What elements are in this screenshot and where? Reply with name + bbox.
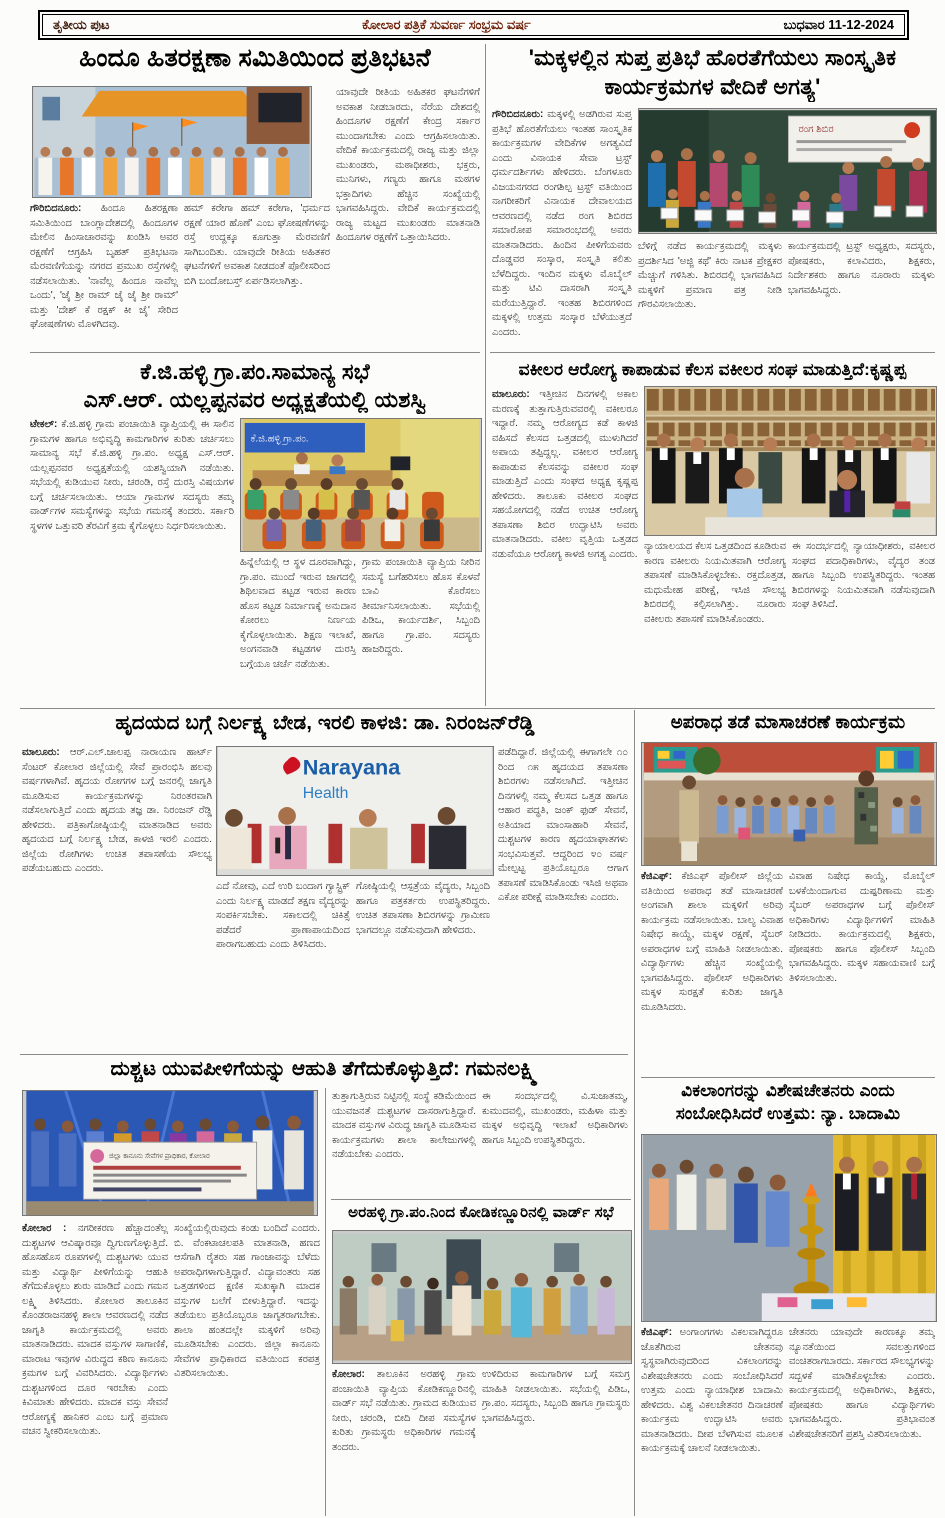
ward-col-2-text: ಉಳಿದಿರುವ ಕಾಮಗಾರಿಗಳ ಬಗ್ಗೆ ಸಮಗ್ರ ಮಾಹಿತಿ ನೀಡಲಾಯಿತು. ಸಭೆಯಲ್ಲಿ ಪಿಡಿಒ, ಗ್ರಾ.ಪಂ. ಸದಸ್ಯರು, ಸಿಬ್ಬಂದಿ ಹಾಗೂ ಗ್ರಾಮಸ್ಥರು ಭಾಗವಹಿಸಿದ್ದರು. xyxy=(482,1369,630,1424)
heart-col-3 xyxy=(356,880,490,1052)
kghalli-col-1 xyxy=(30,418,234,706)
kghalli-col-1-text: ಕೆ.ಜಿ.ಹಳ್ಳಿ ಗ್ರಾಮ ಪಂಚಾಯಿತಿ ವ್ಯಾಪ್ತಿಯಲ್ಲಿ ಈ ಸಾಲಿನ ಗ್ರಾಮಗಳ ಹಾಗೂ ಅಭಿವೃದ್ಧಿ ಕಾಮಗಾರಿಗಳ ಕುರಿತು ಚರ್ಚಿಸಲು ಸಾಮಾನ್ಯ ಸಭೆ ಕೆ.ಜಿ.ಹಳ್ಳಿ ಗ್ರಾ.ಪಂ. ಅಧ್ಯಕ್ಷ ಎಸ್.ಆರ್. ಯಲ್ಲಪ್ಪನವರ ಅಧ್ಯಕ್ಷತೆಯಲ್ಲಿ ಯಶಸ್ವಿಯಾಗಿ ನಡೆಯಿತು. ಸಭೆಯಲ್ಲಿ ಕುಡಿಯುವ ನೀರು, ಚರಂಡಿ, ರಸ್ತೆ ದುರಸ್ತಿ ವಿಷಯಗಳ ಬಗ್ಗೆ ಚರ್ಚಿಸಲಾಯಿತು. ಆಯಾ ಗ್ರಾಮಗಳ ಸದಸ್ಯರು ತಮ್ಮ ವಾರ್ಡ್‌ಗಳ ಸಮಸ್ಯೆಗಳನ್ನು ಸಭೆಯ ಗಮನಕ್ಕೆ ತಂದರು. ಸರ್ಕಾರಿ ಸ್ಥಳಗಳ ಒತ್ತುವರಿ ತೆರವಿಗೆ ಕ್ರಮ ಕೈಗೊಳ್ಳಲು ನಿರ್ಧರಿಸಲಾಯಿತು. xyxy=(30,419,234,532)
vices-col-2 xyxy=(174,1222,320,1514)
protest-col-side xyxy=(336,86,480,350)
divider-right-2 xyxy=(641,1077,935,1078)
masthead xyxy=(38,10,909,40)
protest-col-1-text: ಹಿಂದೂ ಹಿತರಕ್ಷಣಾ ಸಮಿತಿಯಿಂದ ಬಾಂಗ್ಲಾದೇಶದಲ್ಲಿ ಹಿಂದೂಗಳ ಮೇಲಿನ ಹಿಂಸಾಚಾರವನ್ನು ಖಂಡಿಸಿ ಅವರ ರಕ್ಷಣೆಗೆ ಆಗ್ರಹಿಸಿ ಬೃಹತ್ ಪ್ರತಿಭಟನಾ ಮೆರವಣಿಗೆಯನ್ನು ನಗರದ ಪ್ರಮುಖ ರಸ್ತೆಗಳಲ್ಲಿ ನಡೆಸಲಾಯಿತು. 'ನಾವೆಲ್ಲ ಹಿಂದೂ ನಾವೆಲ್ಲ ಒಂದು', 'ಜೈ ಶ್ರೀ ರಾಮ್ ಜೈ ಜೈ ಶ್ರೀ ರಾಮ್' ಮತ್ತು 'ದೇಶ್ ಕೆ ರಕ್ಷಕ್ ಕೀ ಜೈ' ಸೇರಿದ ಘೋಷಣೆಗಳು ಮೊಳಗಿದವು. xyxy=(30,203,178,330)
divider-left-1 xyxy=(30,352,480,353)
vices-banner-text: ಜಿಲ್ಲಾ ಕಾನೂನು ಸೇವೆಗಳ ಪ್ರಾಧಿಕಾರ, ಕೋಲಾರ xyxy=(108,1152,210,1160)
lawyers-col-2 xyxy=(644,540,786,706)
headline-ward: ಅರಹಳ್ಳಿ ಗ್ರಾ.ಪಂ.ನಿಂದ ಕೋಡಿಕಣ್ಣೂರಿನಲ್ಲಿ ವಾರ್ಡ್ ಸಭೆ xyxy=(348,1204,614,1221)
vices-col-a xyxy=(332,1090,476,1196)
talent-col-2-text: ಬೆಳಿಗ್ಗೆ ನಡೆದ ಕಾರ್ಯಕ್ರಮದಲ್ಲಿ ಮಕ್ಕಳು ಪ್ರದರ್ಶಿಸಿದ 'ಅಜ್ಜಿ ಕಥೆ' ಕಿರು ನಾಟಕ ಪ್ರೇಕ್ಷಕರ ಮೆಚ್ಚುಗೆ ಗಳಿಸಿತು. ಶಿಬಿರದಲ್ಲಿ ಭಾಗವಹಿಸಿದ ಮಕ್ಕಳಿಗೆ ಪ್ರಮಾಣ ಪತ್ರ ನೀಡಿ ಗೌರವಿಸಲಾಯಿತು. xyxy=(638,241,782,310)
heart-photo xyxy=(216,746,494,876)
ward-col-1-text: ತಾಲೂಕಿನ ಅರಹಳ್ಳಿ ಗ್ರಾಮ ಪಂಚಾಯಿತಿ ವ್ಯಾಪ್ತಿಯ ಕೋಡಿಕಣ್ಣೂರಿನಲ್ಲಿ ವಾರ್ಡ್ ಸಭೆ ನಡೆಯಿತು. ಗ್ರಾಮದ ಕುಡಿಯುವ ನೀರು, ಚರಂಡಿ, ಬೀದಿ ದೀಪ ಸಮಸ್ಯೆಗಳ ಕುರಿತು ಗ್ರಾಮಸ್ಥರು ಅಧಿಕಾರಿಗಳ ಗಮನಕ್ಕೆ ತಂದರು. xyxy=(332,1369,476,1453)
divider-vertical-bottom xyxy=(634,710,635,1516)
divider-vertical-top xyxy=(485,44,486,706)
narayana-logo-line1: Narayana xyxy=(302,754,401,780)
masthead-title: ಕೋಲಾರ ಪತ್ರಿಕೆ ಸುವರ್ಣ ಸಂಭ್ರಮ ವರ್ಷ xyxy=(362,17,531,32)
kghalli-banner-text: ಕೆ.ಜಿ.ಹಳ್ಳಿ ಗ್ರಾ.ಪಂ. xyxy=(250,433,309,445)
talent-photo xyxy=(638,108,937,234)
talent-photo-art xyxy=(639,109,936,233)
lawyers-col-1 xyxy=(492,388,638,706)
masthead-date: ಬುಧವಾರ 11-12-2024 xyxy=(783,17,894,32)
ward-col-2 xyxy=(482,1368,630,1514)
vices-col-1-text: ನಗರೀಕರಣ ಹೆಚ್ಚಾದಂತೆಲ್ಲ ದುಶ್ಚಟಗಳ ಆವಿಷ್ಕಾರವೂ ದ್ವಿಗುಣಗೊಳ್ಳುತ್ತಿದೆ. ಹೊಸಹೊಸ ರೂಪಗಳಲ್ಲಿ ದುಶ್ಚಟಗಳು ಯುವ ಮತ್ತು ವಿದ್ಯಾರ್ಥಿ ಪೀಳಿಗೆಯನ್ನು ಆಹುತಿ ತೆಗೆದುಕೊಳ್ಳಲು ಶುರು ಮಾಡಿದೆ ಎಂದು ಗಮನ ಲಕ್ಷ್ಮಿ ತಿಳಿಸಿದರು. ಕೋಲಾರ ತಾಲೂಕಿನ ಕೊಂಡರಾಜನಹಳ್ಳಿ ಶಾಲಾ ಆವರಣದಲ್ಲಿ ನಡೆದ ಜಾಗೃತಿ ಕಾರ್ಯಕ್ರಮದಲ್ಲಿ ಅವರು ಮಾತನಾಡಿದರು. ಮಾದಕ ವಸ್ತುಗಳ ಸಾಗಾಣಿಕೆ, ಮಾರಾಟ ಇವುಗಳ ವಿರುದ್ಧದ ಕಠಿಣ ಕಾನೂನು ಕ್ರಮಗಳ ಬಗ್ಗೆ ವಿವರಿಸಿದರು. ವಿದ್ಯಾರ್ಥಿಗಳು ದುಶ್ಚಟಗಳಿಂದ ದೂರ ಇರಬೇಕು ಎಂದು ಕಿವಿಮಾತು ಹೇಳಿದರು. ಮಾದಕ ವಸ್ತು ಸೇವನೆ ಆರೋಗ್ಯಕ್ಕೆ ಹಾನಿಕರ ಎಂಬ ಬಗ್ಗೆ ಪ್ರಮಾಣ ವಚನ ಸ್ವೀಕರಿಸಲಾಯಿತು. xyxy=(22,1223,168,1437)
page-label: ತೃತೀಯ ಪುಟ xyxy=(53,17,110,32)
protest-dateline: ಗೌರಿಬಿದನೂರು: xyxy=(30,203,82,214)
ward-dateline: ಕೋಲಾರ: xyxy=(332,1369,365,1380)
protest-col-2-text: ಹಮ್ ಕರೇಗಾ ಹಮ್ ಕರೇಗಾ, 'ಧರ್ಮದ ರಕ್ಷಣೆ ಯಾರ ಹೊಣೆ' ಎಂಬ ಘೋಷಣೆಗಳನ್ನು ರಸ್ತೆ ಉದ್ದಕ್ಕೂ ಕೂಗುತ್ತಾ ಮೆರವಣಿಗೆ ಸಾಗಿಬಂದಿತು. ಯಾವುದೇ ರೀತಿಯ ಅಹಿತಕರ ಘಟನೆಗಳಿಗೆ ಅವಕಾಶ ನೀಡದಂತೆ ಪೊಲೀಸರಿಂದ ಬಿಗಿ ಬಂದೋಬಸ್ತ್ ಏರ್ಪಡಿಸಲಾಗಿತ್ತು. xyxy=(184,203,330,287)
headline-protest: ಹಿಂದೂ ಹಿತರಕ್ಷಣಾ ಸಮಿತಿಯಿಂದ ಪ್ರತಿಭಟನೆ xyxy=(79,44,431,72)
talent-col-1-text: ಮಕ್ಕಳಲ್ಲಿ ಅಡಗಿರುವ ಸುಪ್ತ ಪ್ರತಿಭೆ ಹೊರತೆಗೆಯಲು ಇಂತಹ ಸಾಂಸ್ಕೃತಿಕ ಕಾರ್ಯಕ್ರಮಗಳ ವೇದಿಕೆಗಳ ಅಗತ್ಯವಿದೆ ಎಂದು ವಿನಾಯಕ ಸೇವಾ ಟ್ರಸ್ಟ್ ಧರ್ಮದರ್ಶಿಗಳು ಹೇಳಿದರು. ಬೆಂಗಳೂರು ವಿಜಯನಗರದ ರಂಗಶಿಲ್ಪ ಟ್ರಸ್ಟ್ ವತಿಯಿಂದ ನಾಗರೀಕರಿಗೆ ವಿನಾಯಕ ದೇವಾಲಯದ ಆವರಣದಲ್ಲಿ ನಡೆದ ರಂಗ ಶಿಬಿರದ ಸಮಾರೋಪ ಸಮಾರಂಭದಲ್ಲಿ ಅವರು ಮಾತನಾಡಿದರು. ಹಿಂದಿನ ಪೀಳಿಗೆಯವರು ದೊಡ್ಡವರ ಸಂಸ್ಕಾರ, ಸಂಸ್ಕೃತಿ ಕಲಿತು ಬೆಳೆದಿದ್ದರು. ಇಂದಿನ ಮಕ್ಕಳು ಮೊಬೈಲ್ ಮತ್ತು ಟಿವಿ ದಾಸರಾಗಿ ಸಂಸ್ಕೃತಿ ಮರೆಯುತ್ತಿದ್ದಾರೆ. ಇಂತಹ ಶಿಬಿರಗಳಿಂದ ಮಕ್ಕಳಲ್ಲಿ ಉತ್ತಮ ಸಂಸ್ಕಾರ ಬೆಳೆಯುತ್ತದೆ ಎಂದರು. xyxy=(492,109,632,338)
divider-ward-top xyxy=(331,1199,631,1200)
disabled-col-1-text: ಅಂಗಾಂಗಗಳು ವಿಕಲವಾಗಿದ್ದರೂ ಜೊತೆಗಿರುವ ಚೇತನವು ಸ್ವಸ್ಥವಾಗಿರುವುದರಿಂದ ವಿಕಲಾಂಗರನ್ನು ವಿಶೇಷಚೇತನರು ಎಂದು ಸಂಬೋಧಿಸಿದರೆ ಉತ್ತಮ ಎಂದು ನ್ಯಾಯಾಧೀಶ ಬಾದಾಮಿ ಹೇಳಿದರು. ವಿಶ್ವ ವಿಕಲಚೇತನರ ದಿನಾಚರಣೆ ಕಾರ್ಯಕ್ರಮ ಉದ್ಘಾಟಿಸಿ ಅವರು ಮಾತನಾಡಿದರು. ದೀಪ ಬೆಳಗಿಸುವ ಮೂಲಕ ಕಾರ್ಯಕ್ರಮಕ್ಕೆ ಚಾಲನೆ ನೀಡಲಾಯಿತು. xyxy=(641,1327,783,1454)
lawyers-photo xyxy=(644,386,937,536)
crime-dateline: ಕೆಜಿಎಫ್: xyxy=(641,871,673,882)
headline-crime: ಅಪರಾಧ ತಡೆ ಮಾಸಾಚರಣೆ ಕಾರ್ಯಕ್ರಮ xyxy=(670,712,906,732)
lawyers-dateline: ಮಾಲೂರು: xyxy=(492,389,530,400)
heart-dateline: ಮಾಲೂರು: xyxy=(22,747,60,758)
vices-photo-art xyxy=(23,1091,317,1215)
disabled-col-2 xyxy=(789,1326,935,1514)
disabled-photo-art xyxy=(642,1135,936,1321)
crime-col-1-text: ಕೆಜಿಎಫ್ ಪೊಲೀಸ್ ಜಿಲ್ಲೆಯ ವತಿಯಿಂದ ಅಪರಾಧ ತಡೆ ಮಾಸಾಚರಣೆ ಅಂಗವಾಗಿ ಶಾಲಾ ಮಕ್ಕಳಿಗೆ ಅರಿವು ಕಾರ್ಯಕ್ರಮ ನಡೆಸಲಾಯಿತು. ಬಾಲ್ಯ ವಿವಾಹ ನಿಷೇಧ ಕಾಯ್ದೆ, ಮಕ್ಕಳ ರಕ್ಷಣೆ, ಸೈಬರ್ ಅಪರಾಧಗಳ ಬಗ್ಗೆ ಮಾಹಿತಿ ನೀಡಲಾಯಿತು. ವಿದ್ಯಾರ್ಥಿಗಳು ಹೆಚ್ಚಿನ ಸಂಖ್ಯೆಯಲ್ಲಿ ಭಾಗವಹಿಸಿದ್ದರು. ಪೊಲೀಸ್ ಅಧಿಕಾರಿಗಳು ಮಕ್ಕಳ ಸುರಕ್ಷತೆ ಕುರಿತು ಜಾಗೃತಿ ಮೂಡಿಸಿದರು. xyxy=(641,871,783,1013)
vices-col-a-text: ತುತ್ತಾಗುತ್ತಿರುವ ನಿಟ್ಟಿನಲ್ಲಿ ಸಂಸ್ಥೆ ಕಡಿಮೆಯಿಂದ ಯುವಜನತೆ ದುಶ್ಚಟಗಳ ದಾಸರಾಗುತ್ತಿದ್ದಾರೆ. ಮಾದಕ ವಸ್ತುಗಳ ವಿರುದ್ಧ ಜಾಗೃತಿ ಮೂಡಿಸುವ ಕಾರ್ಯಕ್ರಮಗಳು ಶಾಲಾ ಕಾಲೇಜುಗಳಲ್ಲಿ ನಡೆಯಬೇಕು ಎಂದರು. xyxy=(332,1091,476,1160)
lawyers-col-3 xyxy=(792,540,935,706)
talent-col-1 xyxy=(492,108,632,352)
masthead-inner xyxy=(42,14,905,36)
headline-heart: ಹೃದಯದ ಬಗ್ಗೆ ನಿರ್ಲಕ್ಷ್ಯ ಬೇಡ, ಇರಲಿ ಕಾಳಜಿ: ಡಾ. ನಿರಂಜನ್‌ರೆಡ್ಡಿ xyxy=(115,712,535,734)
heart-photo-art xyxy=(217,747,493,875)
crime-col-1 xyxy=(641,870,783,1074)
divider-full xyxy=(20,708,935,709)
vices-col-b xyxy=(482,1090,628,1196)
protest-col-1 xyxy=(30,202,178,350)
headline-disabled: ವಿಕಲಾಂಗರನ್ನು ವಿಶೇಷಚೇತನರು ಎಂದು ಸಂಬೋಧಿಸಿದರೆ ಉತ್ತಮ: ನ್ಯಾ. ಬಾದಾಮಿ xyxy=(675,1081,901,1123)
crime-photo xyxy=(641,742,937,866)
protest-col-2 xyxy=(184,202,330,350)
protest-photo xyxy=(32,86,312,198)
kghalli-dateline: ಟೇಕಲ್: xyxy=(30,419,58,430)
narayana-logo-line2: Health xyxy=(302,785,349,803)
divider-right-1 xyxy=(490,352,935,353)
kghalli-col-2-text: ಹಿನ್ನೆಲೆಯಲ್ಲಿ ಆ ಸ್ಥಳ ದೂರವಾಗಿದ್ದು, ಗ್ರಾ.ಪಂ. ಮುಂದೆ ಇರುವ ಜಾಗದಲ್ಲಿ ಶಿಥಿಲವಾದ ಕಟ್ಟಡ ಇರುವ ಕಾರಣ ಹೊಸ ಕಟ್ಟಡ ನಿರ್ಮಾಣಕ್ಕೆ ಅನುದಾನ ಕೋರಲು ನಿರ್ಣಯ ಕೈಗೊಳ್ಳಲಾಯಿತು. ಶಿಕ್ಷಣ ಇಲಾಖೆ, ಅಂಗನವಾಡಿ ಕಟ್ಟಡಗಳ ದುರಸ್ತಿ ಬಗ್ಗೆಯೂ ಚರ್ಚೆ ನಡೆಯಿತು. xyxy=(240,557,356,670)
crime-col-2 xyxy=(789,870,935,1074)
ward-photo xyxy=(332,1230,632,1364)
talent-col-3-text: ಕಾರ್ಯಕ್ರಮದಲ್ಲಿ ಟ್ರಸ್ಟ್ ಅಧ್ಯಕ್ಷರು, ಸದಸ್ಯರು, ಪೋಷಕರು, ಕಲಾವಿದರು, ಶಿಕ್ಷಕರು, ನಿರ್ದೇಶಕರು ಹಾಗೂ ನೂರಾರು ಮಕ್ಕಳು ಭಾಗವಹಿಸಿದ್ದರು. xyxy=(788,241,935,296)
heart-col-2 xyxy=(216,880,350,1052)
protest-photo-art xyxy=(33,87,311,197)
crime-col-2-text: ವಿವಾಹ ನಿಷೇಧ ಕಾಯ್ದೆ, ಮೊಬೈಲ್ ಬಳಕೆಯಿಂದಾಗುವ ದುಷ್ಪರಿಣಾಮ ಮತ್ತು ಸೈಬರ್ ಅಪರಾಧಗಳ ಬಗ್ಗೆ ಪೊಲೀಸ್ ಅಧಿಕಾರಿಗಳು ವಿದ್ಯಾರ್ಥಿಗಳಿಗೆ ಮಾಹಿತಿ ನೀಡಿದರು. ಕಾರ್ಯಕ್ರಮದಲ್ಲಿ ಶಿಕ್ಷಕರು, ಪೋಷಕರು ಹಾಗೂ ಪೊಲೀಸ್ ಸಿಬ್ಬಂದಿ ಭಾಗವಹಿಸಿದ್ದರು. ಮಕ್ಕಳ ಸಹಾಯವಾಣಿ ಬಗ್ಗೆ ತಿಳಿಸಲಾಯಿತು. xyxy=(789,871,935,984)
heart-col-side xyxy=(498,746,628,1052)
lawyers-photo-art xyxy=(645,387,936,535)
vices-dateline: ಕೋಲಾರ : xyxy=(22,1223,67,1234)
disabled-col-1 xyxy=(641,1326,783,1514)
headline-kghalli-line2: ಎಸ್.ಆರ್. ಯಲ್ಲಪ್ಪನವರ ಅಧ್ಯಕ್ಷತೆಯಲ್ಲಿ ಯಶಸ್ವಿ xyxy=(83,386,427,412)
heart-col-1 xyxy=(22,746,212,1052)
kghalli-col-3-text: ಗ್ರಾಮ ಪಂಚಾಯಿತಿ ವ್ಯಾಪ್ತಿಯ ನೀರಿನ ಸಮಸ್ಯೆ ಬಗೆಹರಿಸಲು ಹೊಸ ಕೊಳವೆ ಬಾವಿ ಕೊರೆಸಲು ತೀರ್ಮಾನಿಸಲಾಯಿತು. ಸಭೆಯಲ್ಲಿ ಪಿಡಿಒ, ಕಾರ್ಯದರ್ಶಿ, ಸಿಬ್ಬಂದಿ ಹಾಗೂ ಗ್ರಾ.ಪಂ. ಸದಸ್ಯರು ಹಾಜರಿದ್ದರು. xyxy=(362,557,480,655)
kghalli-photo xyxy=(240,418,482,552)
protest-col-side-text: ಯಾವುದೇ ರೀತಿಯ ಅಹಿತಕರ ಘಟನೆಗಳಿಗೆ ಅವಕಾಶ ನೀಡಬಾರದು, ನೆರೆಯ ದೇಶದಲ್ಲಿ ಹಿಂದೂಗಳ ರಕ್ಷಣೆಗೆ ಕೇಂದ್ರ ಸರ್ಕಾರ ಮುಂದಾಗಬೇಕು ಎಂದು ಆಗ್ರಹಿಸಲಾಯಿತು. ವೇದಿಕೆ ಕಾರ್ಯಕ್ರಮದಲ್ಲಿ ರಾಜ್ಯ ಮತ್ತು ಜಿಲ್ಲಾ ಮುಖಂಡರು, ಮಠಾಧೀಶರು, ಭಕ್ತರು, ಮುನಿಗಳು, ಗಣ್ಯರು ಹಾಗೂ ಮಠಗಳ ಭಕ್ತಾದಿಗಳು ಹೆಚ್ಚಿನ ಸಂಖ್ಯೆಯಲ್ಲಿ ಭಾಗವಹಿಸಿದ್ದರು. ವೇದಿಕೆ ಕಾರ್ಯಕ್ರಮದಲ್ಲಿ ರಾಜ್ಯ ಮಟ್ಟದ ಮುಖಂಡರು ಮಾತನಾಡಿ ಹಿಂದೂಗಳ ರಕ್ಷಣೆಗೆ ಒತ್ತಾಯಿಸಿದರು. xyxy=(336,87,480,243)
vices-col-b-text: ಈ ಸಂದರ್ಭದಲ್ಲಿ ವಿ.ಸುಜಾತಮ್ಮ, ಕುಮುದವಲ್ಲಿ, ಮುಖಂಡರು, ಮಹಿಳಾ ಮತ್ತು ಮಕ್ಕಳ ಅಭಿವೃದ್ಧಿ ಇಲಾಖೆ ಅಧಿಕಾರಿಗಳು ಹಾಗೂ ಸಿಬ್ಬಂದಿ ಉಪಸ್ಥಿತರಿದ್ದರು. xyxy=(482,1091,628,1146)
disabled-col-2-text: ಚೇತನರು ಯಾವುದೇ ಕಾರಣಕ್ಕೂ ತಮ್ಮ ನ್ಯೂನತೆಯಿಂದ ಸವಲತ್ತುಗಳಿಂದ ವಂಚಿತರಾಗಬಾರದು. ಸರ್ಕಾರದ ಸೌಲಭ್ಯಗಳನ್ನು ಸದ್ಬಳಕೆ ಮಾಡಿಕೊಳ್ಳಬೇಕು ಎಂದರು. ಕಾರ್ಯಕ್ರಮದಲ್ಲಿ ಅಧಿಕಾರಿಗಳು, ಶಿಕ್ಷಕರು, ಪೋಷಕರು ಹಾಗೂ ವಿದ್ಯಾರ್ಥಿಗಳು ಭಾಗವಹಿಸಿದ್ದರು. ಪ್ರತಿಭಾವಂತ ವಿಶೇಷಚೇತನರಿಗೆ ಪ್ರಶಸ್ತಿ ವಿತರಿಸಲಾಯಿತು. xyxy=(789,1327,935,1440)
ward-col-1 xyxy=(332,1368,476,1514)
talent-col-3 xyxy=(788,240,935,352)
headline-kghalli xyxy=(30,358,480,414)
vices-col-1 xyxy=(22,1222,168,1514)
divider-bottom-columns xyxy=(325,1088,326,1516)
heart-col-side-text: ಪಡೆದಿದ್ದಾರೆ. ಜಿಲ್ಲೆಯಲ್ಲಿ ಈಗಾಗಲೇ ೧೦ ರಿಂದ ೧೫ ಹೃದಯದ ತಪಾಸಣಾ ಶಿಬಿರಗಳು ನಡೆಸಲಾಗಿದೆ. ಇತ್ತೀಚಿನ ದಿನಗಳಲ್ಲಿ ನಮ್ಮ ಕೆಲಸದ ಒತ್ತಡ ಹಾಗೂ ಆಹಾರ ಪದ್ಧತಿ, ಜಂಕ್ ಫುಡ್ ಸೇವನೆ, ಅತಿಯಾದ ಮಾಂಸಾಹಾರಿ ಸೇವನೆ, ದುಶ್ಚಟಗಳ ಕಾರಣ ಹೃದಯಾಘಾತಗಳು ಸಂಭವಿಸುತ್ತವೆ. ಆದ್ದರಿಂದ ೪೦ ವರ್ಷ ಮೇಲ್ಪಟ್ಟ ಪ್ರತಿಯೊಬ್ಬರೂ ಆಗಾಗ ತಪಾಸಣೆ ಮಾಡಿಸಿಕೊಂಡು ಇಸಿಜಿ ಅಥವಾ ಎಕೋ ಪರೀಕ್ಷೆ ಮಾಡಿಸಬೇಕು ಎಂದರು. xyxy=(498,747,628,903)
lawyers-col-1-text: ಇತ್ತೀಚಿನ ದಿನಗಳಲ್ಲಿ ಅಕಾಲ ಮರಣಕ್ಕೆ ತುತ್ತಾಗುತ್ತಿರುವವರಲ್ಲಿ ವಕೀಲರೂ ಇದ್ದಾರೆ. ನಮ್ಮ ಆರೋಗ್ಯದ ಕಡೆ ಕಾಳಜಿ ವಹಿಸದೆ ಕೆಲಸದ ಒತ್ತಡದಲ್ಲಿ ಮುಳುಗಿದರೆ ಅಪಾಯ ತಪ್ಪಿದ್ದಲ್ಲ. ವಕೀಲರ ಆರೋಗ್ಯ ಕಾಪಾಡುವ ಕೆಲಸವನ್ನು ವಕೀಲರ ಸಂಘ ಮಾಡುತ್ತಿದೆ ಎಂದು ಸಂಘದ ಅಧ್ಯಕ್ಷ ಕೃಷ್ಣಪ್ಪ ಹೇಳಿದರು. ತಾಲೂಕು ವಕೀಲರ ಸಂಘದ ಸಹಯೋಗದಲ್ಲಿ ನಡೆದ ಉಚಿತ ಆರೋಗ್ಯ ತಪಾಸಣಾ ಶಿಬಿರ ಉದ್ಘಾಟಿಸಿ ಅವರು ಮಾತನಾಡಿದರು. ವಕೀಲ ವೃತ್ತಿಯ ಒತ್ತಡದ ನಡುವೆಯೂ ಆರೋಗ್ಯ ಕಾಳಜಿ ಅಗತ್ಯ ಎಂದರು. xyxy=(492,389,638,560)
talent-dateline: ಗೌರಿಬಿದನೂರು: xyxy=(492,109,544,120)
kghalli-col-3 xyxy=(362,556,480,706)
talent-banner-text: ರಂಗ ಶಿಬಿರ xyxy=(798,124,834,136)
headline-kghalli-line1: ಕೆ.ಜಿ.ಹಳ್ಳಿ ಗ್ರಾ.ಪಂ.ಸಾಮಾನ್ಯ ಸಭೆ xyxy=(140,359,370,384)
talent-col-2 xyxy=(638,240,782,352)
lawyers-col-3-text: ಈ ಸಂದರ್ಭದಲ್ಲಿ ನ್ಯಾಯಾಧೀಶರು, ವಕೀಲರ ಸಂಘದ ಪದಾಧಿಕಾರಿಗಳು, ವೈದ್ಯರ ತಂಡ ಹಾಗೂ ಸಿಬ್ಬಂದಿ ಉಪಸ್ಥಿತರಿದ್ದರು. ಇಂತಹ ಶಿಬಿರಗಳನ್ನು ನಿಯಮಿತವಾಗಿ ನಡೆಸುವುದಾಗಿ ಸಂಘ ತಿಳಿಸಿದೆ. xyxy=(792,541,935,610)
kghalli-photo-art xyxy=(241,419,481,551)
lawyers-col-2-text: ನ್ಯಾಯಾಲಯದ ಕೆಲಸ ಒತ್ತಡದಿಂದ ಕೂಡಿರುವ ಕಾರಣ ವಕೀಲರು ನಿಯಮಿತವಾಗಿ ಆರೋಗ್ಯ ತಪಾಸಣೆ ಮಾಡಿಸಿಕೊಳ್ಳಬೇಕು. ರಕ್ತದೊತ್ತಡ, ಮಧುಮೇಹ ಪರೀಕ್ಷೆ, ಇಸಿಜಿ ಸೌಲಭ್ಯ ಶಿಬಿರದಲ್ಲಿ ಕಲ್ಪಿಸಲಾಗಿತ್ತು. ನೂರಾರು ವಕೀಲರು ತಪಾಸಣೆ ಮಾಡಿಸಿಕೊಂಡರು. xyxy=(644,541,786,625)
headline-vices: ದುಶ್ಚಟ ಯುವಪೀಳಿಗೆಯನ್ನು ಆಹುತಿ ತೆಗೆದುಕೊಳ್ಳುತ್ತಿದೆ: ಗಮನಲಕ್ಷ್ಮಿ xyxy=(110,1058,538,1080)
crime-photo-art xyxy=(642,743,936,865)
vices-col-2-text: ಸಂಖ್ಯೆಯಲ್ಲಿರುವುದು ಕಂಡು ಬಂದಿದೆ ಎಂದರು. ಬಿ. ವೆಂಕಟಾಚಲಪತಿ ಮಾತನಾಡಿ, ಹಣದ ಆಸೆಗಾಗಿ ರೈತರು ಸಹ ಗಾಂಜಾವನ್ನು ಬೆಳೆದು ಅಪರಾಧಿಗಳಾಗುತ್ತಿದ್ದಾರೆ. ವಿದ್ಯಾವಂತರು ಸಹ ಒತ್ತಡಗಳಿಂದ ಕ್ಷಣಿಕ ಸುಖಕ್ಕಾಗಿ ಮಾದಕ ವಸ್ತುಗಳ ಬಲೆಗೆ ಬೀಳುತ್ತಿದ್ದಾರೆ. ಇದನ್ನು ತಡೆಯಲು ಪ್ರತಿಯೊಬ್ಬರೂ ಜಾಗೃತರಾಗಬೇಕು. ಶಾಲಾ ಹಂತದಲ್ಲೇ ಮಕ್ಕಳಿಗೆ ಅರಿವು ಮೂಡಿಸಬೇಕು ಎಂದರು. ಜಿಲ್ಲಾ ಕಾನೂನು ಸೇವೆಗಳ ಪ್ರಾಧಿಕಾರದ ವತಿಯಿಂದ ಕರಪತ್ರ ವಿತರಿಸಲಾಯಿತು. xyxy=(174,1223,320,1379)
heart-col-3-text: ಗೋಷ್ಠಿಯಲ್ಲಿ ಆಸ್ಪತ್ರೆಯ ವೈದ್ಯರು, ಸಿಬ್ಬಂದಿ ಹಾಗೂ ಪತ್ರಕರ್ತರು ಉಪಸ್ಥಿತರಿದ್ದರು. ಉಚಿತ ತಪಾಸಣಾ ಶಿಬಿರಗಳನ್ನು ಗ್ರಾಮೀಣ ಭಾಗದಲ್ಲೂ ನಡೆಸುವುದಾಗಿ ಹೇಳಿದರು. xyxy=(356,881,490,936)
heart-col-1-text: ಆರ್.ಎಲ್.ಜಾಲಪ್ಪ ನಾರಾಯಣ ಹಾರ್ಟ್ ಸೆಂಟರ್ ಕೋಲಾರ ಜಿಲ್ಲೆಯಲ್ಲಿ ಸೇವೆ ಪ್ರಾರಂಭಿಸಿ ಹಲವು ವರ್ಷಗಳಾಗಿವೆ. ಹೃದಯ ರೋಗಗಳ ಬಗ್ಗೆ ಜನರಲ್ಲಿ ಜಾಗೃತಿ ಮೂಡಿಸುವ ಕಾರ್ಯಕ್ರಮಗಳನ್ನು ನಿರಂತರವಾಗಿ ನಡೆಸಲಾಗುತ್ತಿದೆ ಎಂದು ಹೃದಯ ತಜ್ಞ ಡಾ. ನಿರಂಜನ್ ರೆಡ್ಡಿ ಹೇಳಿದರು. ಪತ್ರಿಕಾಗೋಷ್ಠಿಯಲ್ಲಿ ಮಾತನಾಡಿದ ಅವರು ಹೃದಯದ ಬಗ್ಗೆ ನಿರ್ಲಕ್ಷ್ಯ ಬೇಡ, ಕಾಳಜಿ ಇರಲಿ ಎಂದರು. ಜಿಲ್ಲೆಯ ರೋಗಿಗಳು ಉಚಿತ ತಪಾಸಣೆಯ ಸೌಲಭ್ಯ ಪಡೆಯಬಹುದು ಎಂದರು. xyxy=(22,747,212,874)
headline-talent: 'ಮಕ್ಕಳಲ್ಲಿನ ಸುಪ್ತ ಪ್ರತಿಭೆ ಹೊರತೆಗೆಯಲು ಸಾಂಸ್ಕೃತಿಕ ಕಾರ್ಯಕ್ರಮಗಳ ವೇದಿಕೆ ಅಗತ್ಯ' xyxy=(528,45,897,99)
headline-lawyers: ವಕೀಲರ ಆರೋಗ್ಯ ಕಾಪಾಡುವ ಕೆಲಸ ವಕೀಲರ ಸಂಘ ಮಾಡುತ್ತಿದೆ:ಕೃಷ್ಣಪ್ಪ xyxy=(518,360,907,379)
disabled-dateline: ಕೆಜಿಎಫ್: xyxy=(641,1327,673,1338)
heart-col-2-text: ಎದೆ ನೋವು, ಎದೆ ಉರಿ ಬಂದಾಗ ಗ್ಯಾಸ್ಟ್ರಿಕ್ ಎಂದು ನಿರ್ಲಕ್ಷ್ಯ ಮಾಡದೆ ತಕ್ಷಣ ವೈದ್ಯರನ್ನು ಸಂಪರ್ಕಿಸಬೇಕು. ಸಕಾಲದಲ್ಲಿ ಚಿಕಿತ್ಸೆ ಪಡೆದರೆ ಪ್ರಾಣಾಪಾಯದಿಂದ ಪಾರಾಗಬಹುದು ಎಂದು ತಿಳಿಸಿದರು. xyxy=(216,881,350,950)
ward-photo-art xyxy=(333,1231,631,1363)
kghalli-col-2 xyxy=(240,556,356,706)
divider-left-2 xyxy=(20,1054,628,1055)
vices-photo xyxy=(22,1090,318,1216)
disabled-photo xyxy=(641,1134,937,1322)
